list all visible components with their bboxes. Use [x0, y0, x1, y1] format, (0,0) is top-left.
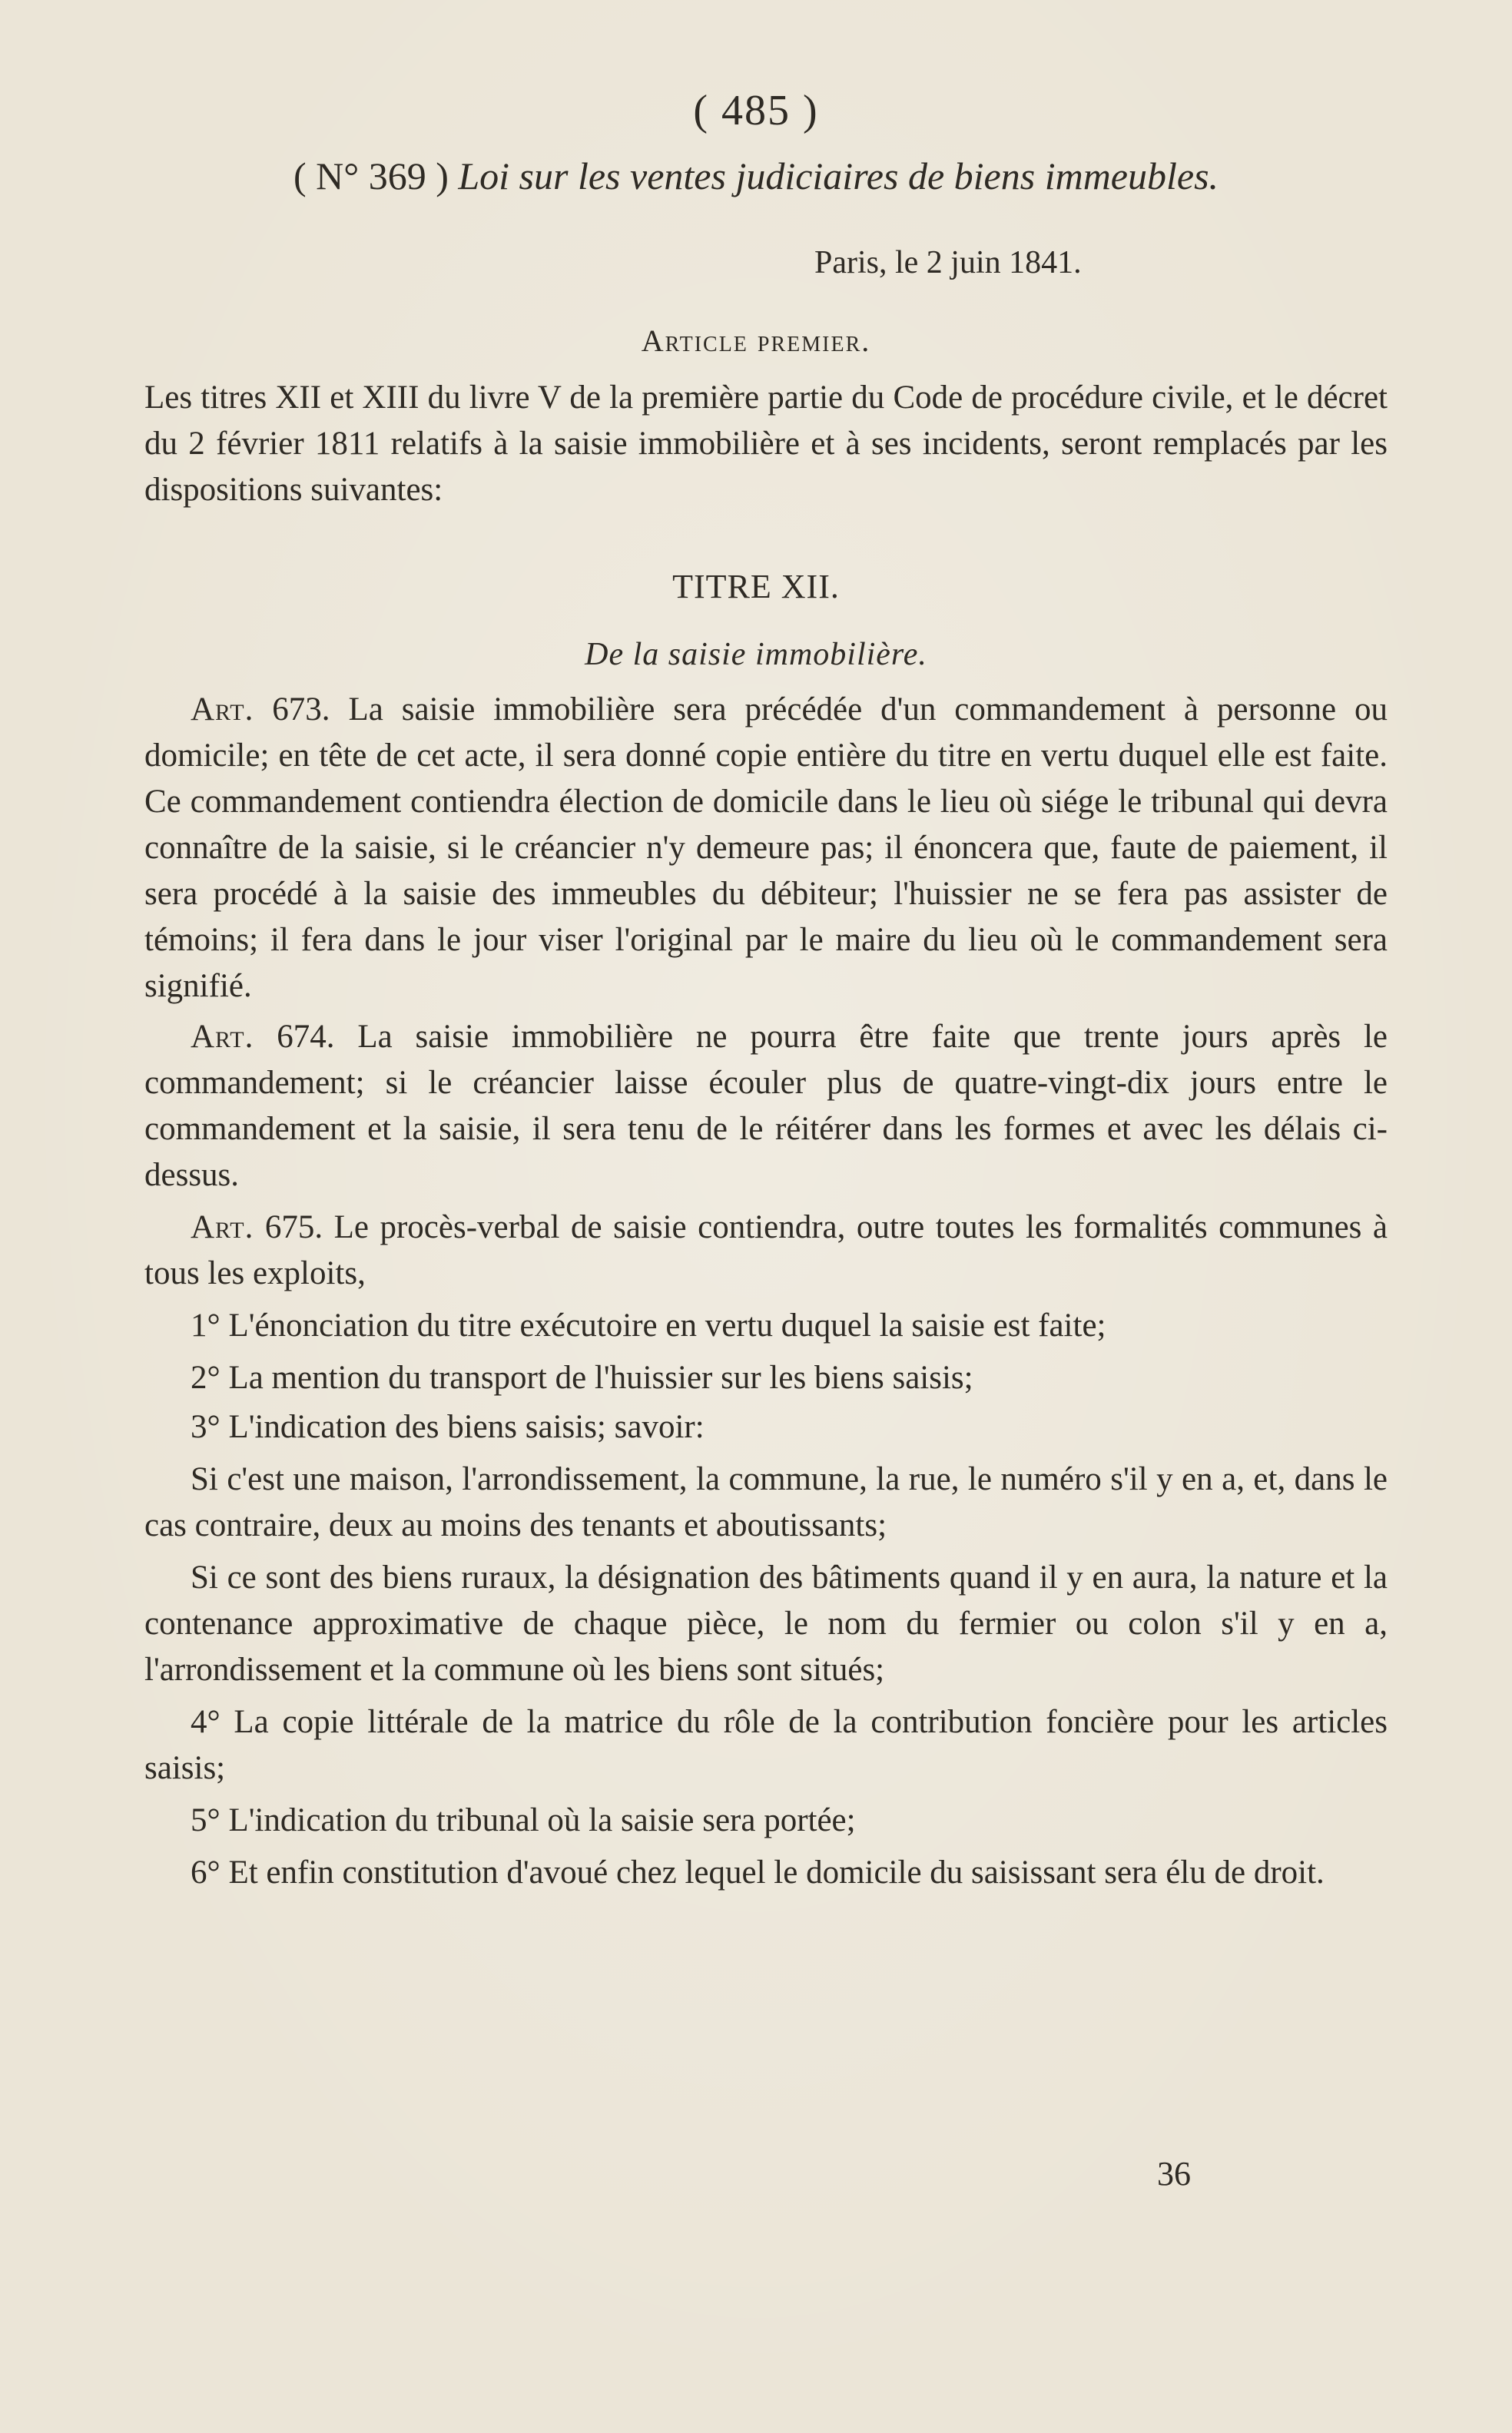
article-number: 674.: [277, 1019, 335, 1055]
articles-block: [144, 687, 1388, 1896]
folio: ( 485 ): [693, 87, 819, 134]
article-label: Art.: [191, 1209, 254, 1245]
law-number: ( N° 369 ): [293, 154, 449, 197]
list-item: 6° Et enfin constitution d'avoué chez lequel le domicile du saisissant sera élu de droit.: [191, 1855, 1325, 1891]
article-text: La saisie immobilière sera précédée d'un commandement à personne ou domicile; en tête de cet acte, il sera donné copie entière du titre en vertu duquel elle est faite. Ce commandement contiendra élection de domicile dans le lieu où siége le tribunal qui devra connaître de la saisie, si le créancier n'y demeure pas; il énoncera que, faute de paiement, il sera procédé à la saisie des immeubles du débiteur; l'huissier ne se fera pas assister de témoins; il fera dans le jour viser l'original par le maire du lieu où le commandement sera signifié.: [144, 691, 1388, 1004]
list-item: 2° La mention du transport de l'huissier sur les biens saisis;: [191, 1360, 973, 1396]
list-item: 4° La copie littérale de la matrice du rôle de la contribution foncière pour les articles saisis;: [144, 1704, 1388, 1786]
intro-block: [144, 375, 1388, 513]
list-item: 1° L'énonciation du titre exécutoire en vertu duquel la saisie est faite;: [191, 1308, 1106, 1344]
intro-paragraph: Les titres XII et XIII du livre V de la première partie du Code de procédure civile, et le décret du 2 février 1811 relatifs à la saisie immobilière et à ses incidents, seront remplacés par les dispositions suivantes:: [144, 380, 1388, 508]
dateline: Paris, le 2 juin 1841.: [814, 245, 1082, 280]
article-text: La saisie immobilière ne pourra être faite que trente jours après le commandement; si le créancier laisse écouler plus de quatre-vingt-dix jours entre le commandement et la saisie, il sera tenu de le réitérer dans les formes et avec les délais ci-dessus.: [144, 1019, 1388, 1193]
list-item: 5° L'indication du tribunal où la saisie sera portée;: [191, 1802, 856, 1838]
page-number: 36: [1157, 2155, 1191, 2193]
article-675: [144, 1205, 1388, 1297]
article-number: 673.: [272, 691, 330, 728]
article-label: Art.: [191, 1019, 254, 1055]
list-item: 3° L'indication des biens saisis; savoir:: [191, 1409, 705, 1445]
article-premier-heading: Article premier.: [641, 323, 871, 358]
article-673: [144, 687, 1388, 1009]
titre-heading: TITRE XII.: [672, 568, 840, 605]
article-number: 675.: [264, 1209, 323, 1245]
article-label: Art.: [191, 691, 254, 728]
law-heading: [0, 154, 1512, 198]
law-title: Loi sur les ventes judiciaires de biens immeubles.: [458, 154, 1219, 197]
list-item: Si c'est une maison, l'arrondissement, la commune, la rue, le numéro s'il y en a, et, dans le cas contraire, deux au moins des tenants et aboutissants;: [144, 1461, 1388, 1543]
article-674: [144, 1014, 1388, 1198]
list-item: Si ce sont des biens ruraux, la désignation des bâtiments quand il y en aura, la nature et la contenance approximative de chaque pièce, le nom du fermier ou colon s'il y en a, l'arrondissement et la commune où les biens sont situés;: [144, 1560, 1388, 1688]
article-text: Le procès-verbal de saisie contiendra, outre toutes les formalités communes à tous les exploits,: [144, 1209, 1388, 1291]
titre-subtitle: De la saisie immobilière.: [585, 637, 927, 672]
